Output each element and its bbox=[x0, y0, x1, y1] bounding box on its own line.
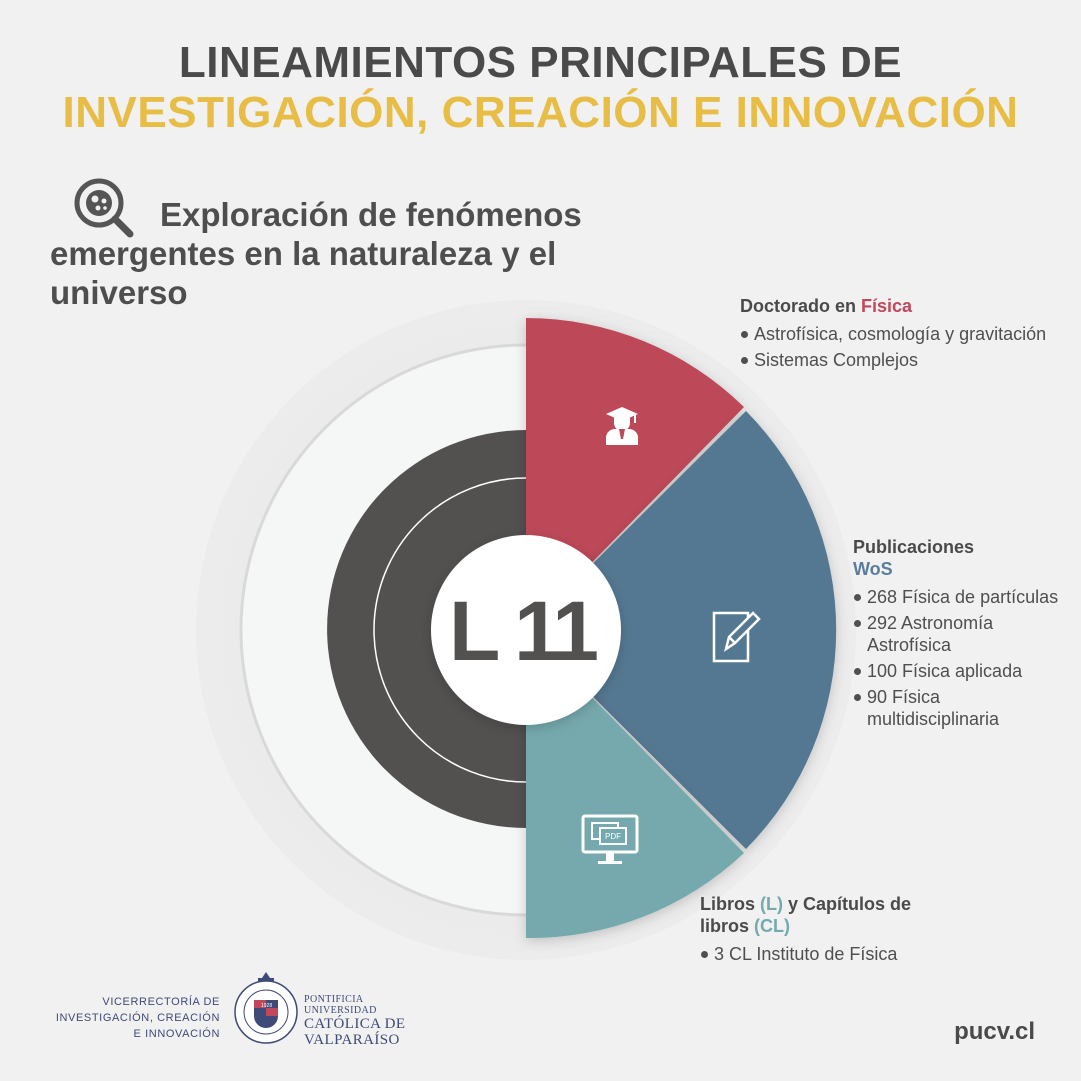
svg-text:1928: 1928 bbox=[261, 1003, 273, 1009]
publicaciones-label bbox=[853, 536, 1068, 734]
university-seal bbox=[232, 970, 300, 1050]
list-item: 292 Astronomía Astrofísica bbox=[853, 612, 1068, 656]
list-item: Sistemas Complejos bbox=[740, 349, 1060, 371]
vice-line: E INNOVACIÓN bbox=[133, 1028, 220, 1040]
svg-text:PDF: PDF bbox=[605, 832, 621, 841]
topic-text: Exploración de fenómenos emergentes en la naturaleza y el universo bbox=[50, 196, 582, 311]
publicaciones-title: Publicaciones WoS bbox=[853, 537, 975, 579]
libros-label bbox=[700, 893, 940, 969]
title-line-2: INVESTIGACIÓN, CREACIÓN E INNOVACIÓN bbox=[62, 88, 1019, 137]
list-item: 268 Física de partículas bbox=[853, 586, 1068, 608]
center-label: L 11 bbox=[449, 584, 595, 678]
univ-line: PONTIFICIA bbox=[304, 994, 364, 1005]
vice-line: INVESTIGACIÓN, CREACIÓN bbox=[55, 1012, 220, 1024]
libros-list bbox=[700, 943, 940, 965]
doctorado-list bbox=[740, 323, 1060, 371]
vice-line: VICERRECTORÍA DE bbox=[102, 996, 220, 1008]
univ-line: CATÓLICA DE bbox=[304, 1016, 406, 1032]
vicerrectoria-text bbox=[40, 994, 220, 1042]
doctorado-label bbox=[740, 295, 1060, 375]
website-link[interactable]: pucv.cl bbox=[954, 1018, 1035, 1045]
univ-line: VALPARAÍSO bbox=[304, 1032, 400, 1048]
list-item: 90 Física multidisciplinaria bbox=[853, 686, 1068, 730]
list-item: 100 Física aplicada bbox=[853, 660, 1068, 682]
libros-title: Libros (L) y Capítulos de libros (CL) bbox=[700, 894, 912, 936]
list-item: Astrofísica, cosmología y gravitación bbox=[740, 323, 1060, 345]
university-name bbox=[304, 994, 405, 1048]
publicaciones-list bbox=[853, 586, 1068, 730]
doctorado-title: Doctorado en Física bbox=[740, 296, 913, 316]
list-item: 3 CL Instituto de Física bbox=[700, 943, 940, 965]
title-line-1: LINEAMIENTOS PRINCIPALES DE bbox=[178, 38, 903, 87]
univ-line: UNIVERSIDAD bbox=[304, 1005, 377, 1016]
